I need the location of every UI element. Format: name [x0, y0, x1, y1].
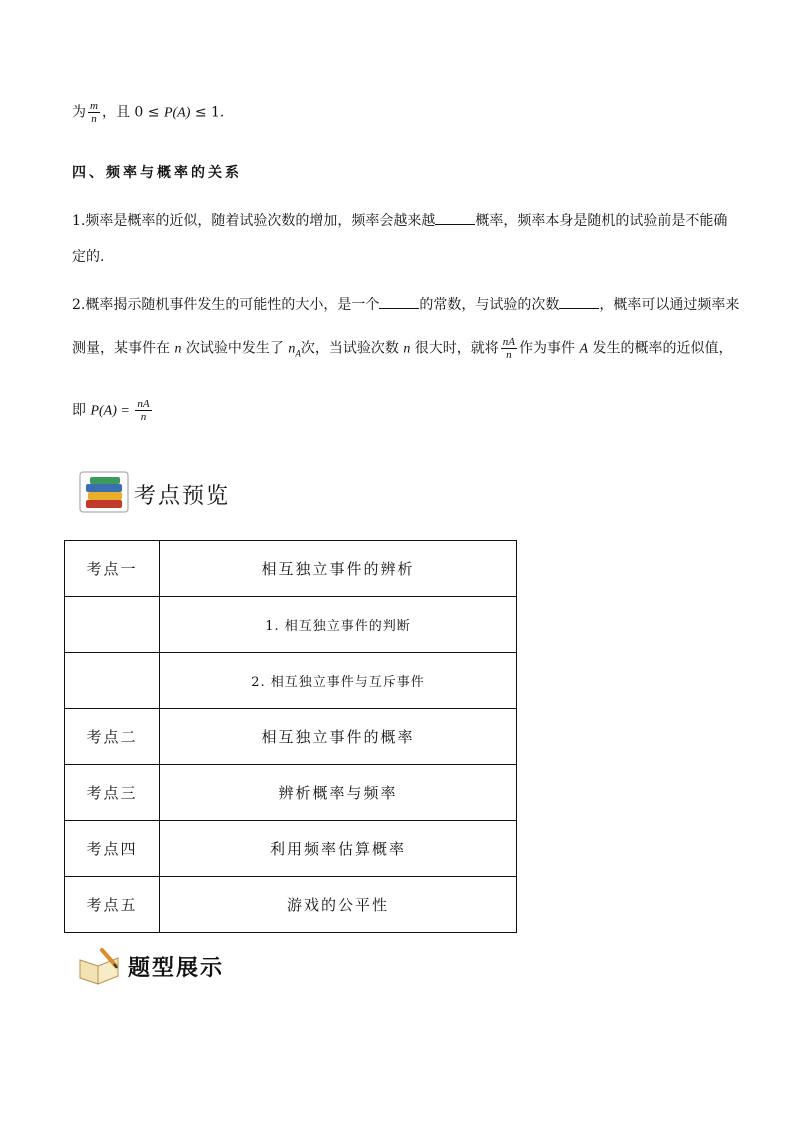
kaodian-content: 1. 相互独立事件的判断: [160, 597, 517, 653]
kaodian-label: 考点四: [65, 821, 160, 877]
books-icon: [78, 470, 130, 514]
tixing-banner: [76, 946, 224, 986]
paragraph-1-line-2: 定的.: [72, 249, 105, 265]
paragraph-2-line-1: 2.概率揭示随机事件发生的可能性的大小，是一个 的常数，与试验的次数 ，概率可以通过频率来: [72, 297, 740, 313]
kaodian-content: 2. 相互独立事件与互斥事件: [160, 653, 517, 709]
kaodian-content: 利用频率估算概率: [160, 821, 517, 877]
table-row: [65, 597, 517, 653]
fraction-nA-over-n: $\frac{nA}{n}$: [137, 398, 150, 423]
paragraph-2-line-3: 即 P(A) = $\frac{nA}{n}$: [72, 398, 150, 423]
intro-prefix: 为: [72, 104, 86, 121]
paragraph-2-line-2: 测量，某事件在 n 次试验中发生了 $n_A$次，当试验次数 n 很大时，就将 $\frac{nA}{n}$ 作为事件 A 发生的概率的近似值，: [72, 336, 733, 361]
tixing-title: 题型展示: [128, 955, 225, 981]
fraction-nA-over-n: $\frac{nA}{n}$: [502, 336, 515, 361]
fraction-m-over-n: $\frac{m}{n}$: [90, 100, 98, 125]
fill-blank: [435, 212, 475, 225]
kaodian-content: 相互独立事件的辨析: [160, 541, 517, 597]
section-heading: 四、频率与概率的关系: [72, 165, 242, 181]
kaodian-label: [65, 597, 160, 653]
table-row: [65, 877, 517, 933]
kaodian-label: 考点五: [65, 877, 160, 933]
kaodian-banner: [78, 470, 230, 514]
table-row: [65, 821, 517, 877]
table-row: [65, 541, 517, 597]
kaodian-label: 考点一: [65, 541, 160, 597]
paragraph-1-line-1: 1.频率是概率的近似，随着试验次数的增加，频率会越来越 概率，频率本身是随机的试验前是不能确: [72, 213, 728, 229]
fill-blank: [559, 296, 599, 309]
kaodian-label: 考点三: [65, 765, 160, 821]
open-book-pencil-icon: [76, 946, 124, 986]
kaodian-label: [65, 653, 160, 709]
kaodian-content: 相互独立事件的概率: [160, 709, 517, 765]
kaodian-content: 游戏的公平性: [160, 877, 517, 933]
table-row: [65, 709, 517, 765]
fill-blank: [379, 296, 419, 309]
intro-line: 为 $\frac{m}{n}$ ，且 0 ≤ P(A) ≤ 1.: [72, 100, 225, 125]
table-row: [65, 765, 517, 821]
kaodian-table: [64, 540, 517, 933]
table-row: [65, 653, 517, 709]
kaodian-label: 考点二: [65, 709, 160, 765]
kaodian-title: 考点预览: [134, 484, 231, 509]
kaodian-content: 辨析概率与频率: [160, 765, 517, 821]
